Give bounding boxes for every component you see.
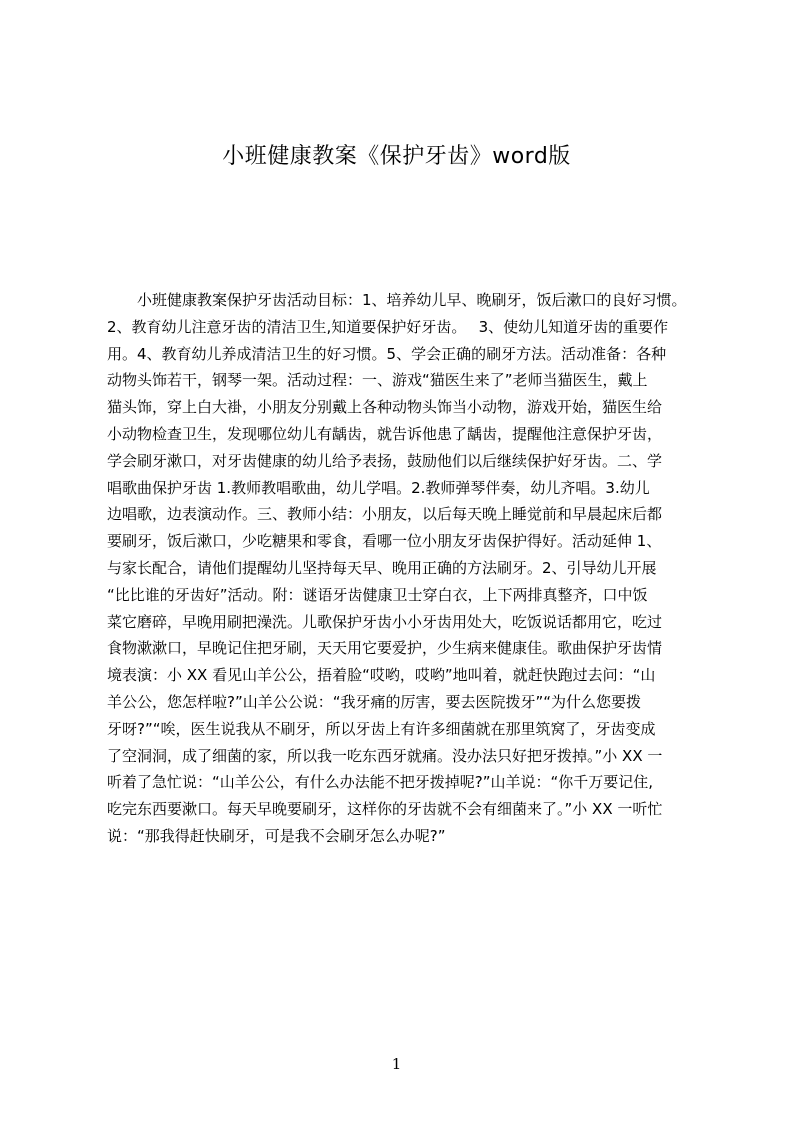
- body-line: 学会刷牙漱口，对牙齿健康的幼儿给予表扬，鼓励他们以后继续保护好牙齿。二、学: [107, 451, 663, 470]
- body-line: 说：“那我得赶快刷牙，可是我不会刷牙怎么办呢?”: [107, 826, 446, 845]
- body-paragraph: [107, 287, 747, 850]
- document-title: 小班健康教案《保护牙齿》word版: [222, 144, 571, 169]
- body-line: 2、教育幼儿注意牙齿的清洁卫生,知道要保护好牙齿。 3、使幼儿知道牙齿的重要作: [107, 317, 669, 336]
- body-line: 菜它磨碎，早晚用刷把澡洗。儿歌保护牙齿小小牙齿用处大，吃饭说话都用它，吃过: [107, 612, 663, 631]
- body-line: 食物漱漱口，早晚记住把牙刷，天天用它要爱护，少生病来健康佳。歌曲保护牙齿情: [107, 639, 663, 658]
- body-line: 小动物检查卫生，发现哪位幼儿有龋齿，就告诉他患了龋齿，提醒他注意保护牙齿，: [107, 424, 663, 443]
- body-line: 要刷牙，饭后漱口，少吃糖果和零食，看哪一位小朋友牙齿保护得好。活动延伸 1、: [107, 532, 662, 551]
- body-line: 唱歌曲保护牙齿 1.教师教唱歌曲，幼儿学唱。2.教师弹琴伴奏，幼儿齐唱。3.幼儿: [107, 478, 650, 497]
- body-line: “比比谁的牙齿好”活动。附：谜语牙齿健康卫士穿白衣，上下两排真整齐，口中饭: [107, 585, 648, 604]
- body-line: 吃完东西要漱口。每天早晚要刷牙，这样你的牙齿就不会有细菌来了。”小 XX 一听忙: [107, 800, 663, 819]
- body-line: 用。4、教育幼儿养成清洁卫生的好习惯。5、学会正确的刷牙方法。活动准备：各种: [107, 344, 667, 363]
- body-line: 境表演：小 XX 看见山羊公公，捂着脸“哎哟，哎哟”地叫着，就赶快跑过去问：“山: [107, 666, 656, 685]
- body-line: 动物头饰若干，钢琴一架。活动过程：一、游戏“猫医生来了”老师当猫医生，戴上: [107, 371, 648, 390]
- body-line: 了空洞洞，成了细菌的家，所以我一吃东西牙就痛。没办法只好把牙拨掉。”小 XX 一: [107, 746, 663, 765]
- body-line: 听着了急忙说：“山羊公公，有什么办法能不把牙拨掉呢?”山羊说：“你千万要记住,: [107, 773, 654, 792]
- body-line: 猫头饰，穿上白大褂，小朋友分别戴上各种动物头饰当小动物，游戏开始，猫医生给: [107, 398, 663, 417]
- body-line: 与家长配合，请他们提醒幼儿坚持每天早、晚用正确的方法刷牙。2、引导幼儿开展: [107, 558, 657, 577]
- body-line: 小班健康教案保护牙齿活动目标：1、培养幼儿早、晚刷牙，饭后漱口的良好习惯。: [107, 291, 687, 309]
- body-line: 羊公公，您怎样啦?”山羊公公说：“我牙痛的厉害，要去医院拨牙”“为什么您要拨: [107, 692, 642, 711]
- body-line: 牙呀?”“唉，医生说我从不刷牙，所以牙齿上有许多细菌就在那里筑窝了，牙齿变成: [107, 719, 656, 738]
- page-number: 1: [391, 1055, 402, 1073]
- body-line: 边唱歌，边表演动作。三、教师小结：小朋友，以后每天晚上睡觉前和早晨起床后都: [107, 505, 663, 524]
